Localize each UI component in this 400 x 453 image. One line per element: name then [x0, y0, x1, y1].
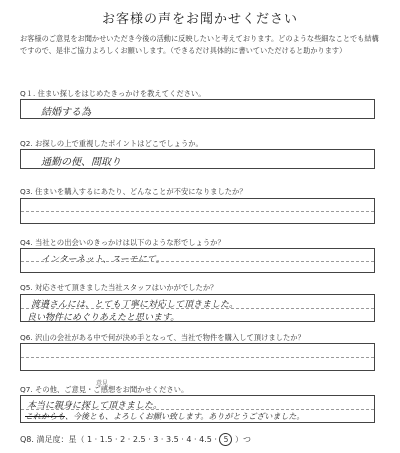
- rating-separator: ·: [112, 435, 121, 444]
- rating-option-4: 4: [186, 435, 192, 444]
- rating-separator: ·: [211, 435, 220, 444]
- page-title: お客様の声をお聞かせください: [101, 12, 298, 27]
- answer-box-2: [20, 149, 375, 169]
- rating-option-5: 5: [219, 433, 232, 446]
- q7-handwritten-insertion: 意見: [96, 380, 109, 387]
- answer-7-line-2-rest: 、今後とも、よろしくお願い致します。ありがとうございました。: [65, 412, 305, 421]
- question-1-label: Q１. 住まい探しをはじめたきっかけを教えてください。: [20, 89, 206, 98]
- rating-separator: ·: [125, 435, 133, 444]
- question-2-label: Q2. お探しの上で重視したポイントはどこでしょうか。: [20, 139, 203, 148]
- rating-separator: ·: [191, 435, 200, 444]
- rating-separator: ·: [178, 435, 187, 444]
- question-4-label: Q4. 当社との出会いのきっかけは以下のような形でしょうか？: [20, 238, 225, 247]
- answer-box-7: [20, 395, 375, 423]
- rating-option-4.5: 4.5: [199, 435, 212, 444]
- answer-box-4: [20, 248, 375, 273]
- answer-box-5: [20, 294, 375, 322]
- rating-option-3.5: 3.5: [165, 435, 179, 444]
- question-3-label: Q3. 住まいを購入するにあたり、どんなことが不安になりましたか？: [20, 187, 247, 196]
- answer-line-rule: [21, 308, 374, 309]
- answer-5-line-2: 良い物件にめぐりあえたと思います。: [27, 313, 180, 323]
- answer-line-rule: [21, 409, 374, 410]
- answer-7-line-1: 本当に親身に探して頂きました。: [27, 401, 163, 411]
- struck-word: これからも: [25, 412, 65, 421]
- answer-line-rule: [21, 357, 374, 358]
- rating-separator: ·: [92, 435, 100, 444]
- q8-suffix: ）つ: [235, 435, 252, 444]
- answer-box-6: [20, 343, 375, 371]
- answer-line-rule: [21, 211, 374, 212]
- question-7-label: [20, 385, 382, 395]
- answer-box-3: [20, 198, 375, 224]
- answer-line-rule: [21, 261, 374, 262]
- question-5-label: Q5. 対応させて頂きました当社スタッフはいかがでしたか？: [20, 283, 218, 292]
- rating-option-3: 3: [153, 435, 159, 444]
- answer-box-1: [20, 99, 375, 119]
- answer-2-line-1: 通勤の便、間取り: [41, 157, 121, 168]
- answer-1-line-1: 結婚する為: [41, 107, 91, 118]
- answer-4-line-1: インターネット、スーモにて。: [41, 255, 165, 265]
- rating-option-1: 1: [87, 435, 93, 444]
- rating-separator: ·: [145, 435, 154, 444]
- question-7-label-text: Q7. その他、ご意見・ご感想をお聞かせください。: [20, 385, 189, 394]
- satisfaction-rating: [20, 433, 392, 446]
- q8-label: Q8. 満足度：星（: [20, 435, 85, 444]
- question-6-label: Q6. 沢山の会社がある中で何が決め手となって、当社で物件を購入して頂けましたか？: [20, 333, 305, 342]
- rating-option-2.5: 2.5: [132, 435, 146, 444]
- answer-5-line-1: 渡邉さんには、とても丁寧に対応して頂きました。: [31, 300, 239, 310]
- rating-options: [87, 435, 232, 444]
- rating-option-2: 2: [120, 435, 126, 444]
- rating-option-1.5: 1.5: [99, 435, 113, 444]
- answer-7-line-2: [25, 411, 304, 422]
- intro-text: お客様のご意見をお聞かせいただき今後の活動に反映したいと考えております。どのような些細なことでも結構ですので、是非ご協力よろしくお願いします。（できるだけ具体的に書いていただけると助かります）: [20, 34, 379, 55]
- rating-separator: ·: [158, 435, 166, 444]
